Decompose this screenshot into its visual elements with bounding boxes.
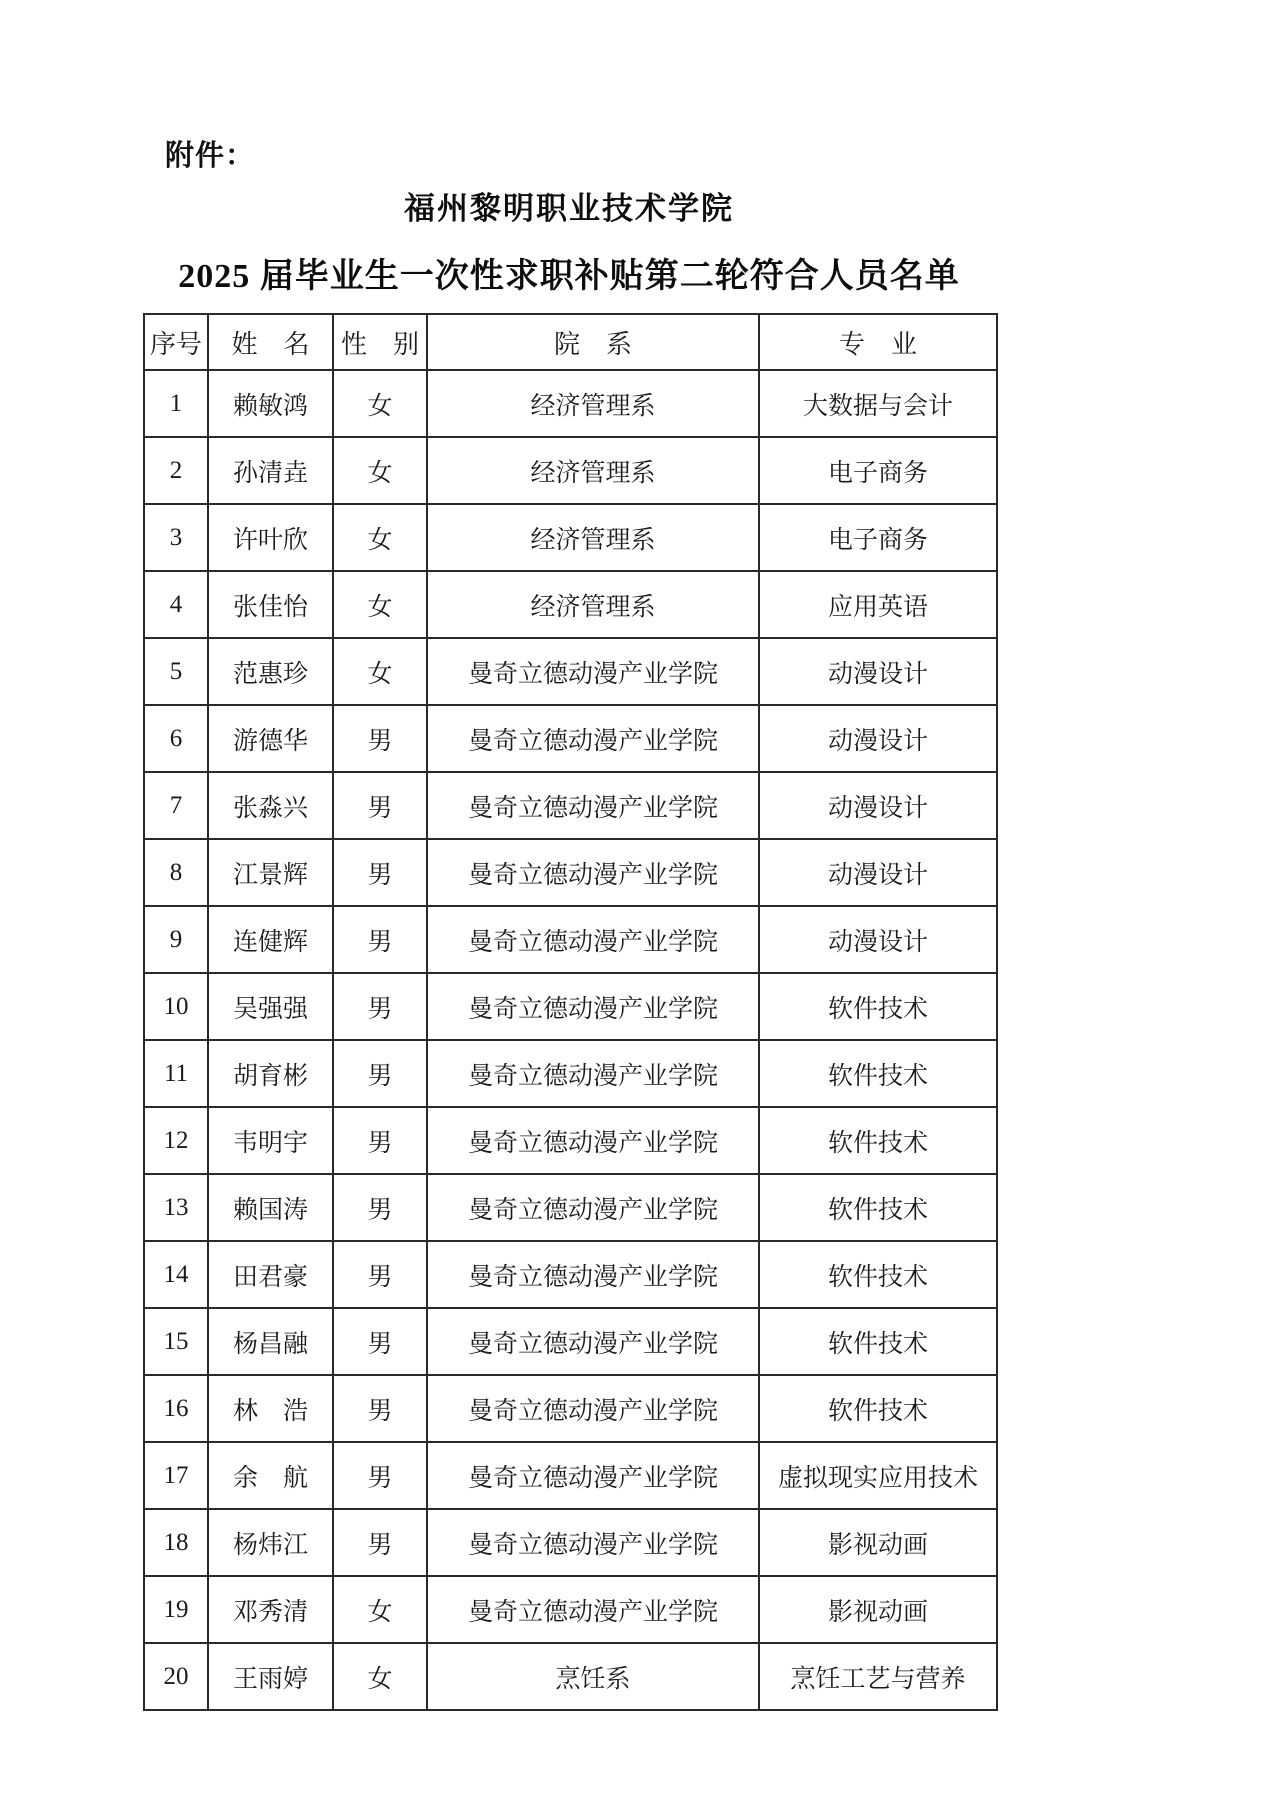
cell-no: 15 <box>144 1308 208 1375</box>
table-row <box>144 437 997 504</box>
cell-department: 烹饪系 <box>427 1643 759 1710</box>
cell-gender: 男 <box>333 772 427 839</box>
title-block <box>143 183 995 297</box>
cell-gender: 女 <box>333 1576 427 1643</box>
cell-department: 曼奇立德动漫产业学院 <box>427 1442 759 1509</box>
cell-gender: 女 <box>333 571 427 638</box>
cell-name: 张淼兴 <box>208 772 333 839</box>
cell-major: 动漫设计 <box>759 839 997 906</box>
table-row <box>144 1442 997 1509</box>
cell-department: 经济管理系 <box>427 571 759 638</box>
cell-major: 动漫设计 <box>759 772 997 839</box>
table-row <box>144 1509 997 1576</box>
roster-table-body <box>144 370 997 1710</box>
cell-major: 电子商务 <box>759 504 997 571</box>
cell-name: 杨昌融 <box>208 1308 333 1375</box>
cell-no: 16 <box>144 1375 208 1442</box>
cell-department: 经济管理系 <box>427 370 759 437</box>
cell-name: 游德华 <box>208 705 333 772</box>
table-row <box>144 705 997 772</box>
cell-no: 8 <box>144 839 208 906</box>
table-row <box>144 504 997 571</box>
cell-department: 曼奇立德动漫产业学院 <box>427 638 759 705</box>
cell-department: 曼奇立德动漫产业学院 <box>427 973 759 1040</box>
cell-major: 烹饪工艺与营养 <box>759 1643 997 1710</box>
cell-name: 胡育彬 <box>208 1040 333 1107</box>
table-row <box>144 906 997 973</box>
cell-gender: 女 <box>333 1643 427 1710</box>
cell-gender: 女 <box>333 504 427 571</box>
table-row <box>144 1174 997 1241</box>
cell-no: 4 <box>144 571 208 638</box>
cell-no: 6 <box>144 705 208 772</box>
cell-no: 2 <box>144 437 208 504</box>
roster-table-header <box>144 314 997 370</box>
cell-major: 应用英语 <box>759 571 997 638</box>
cell-gender: 男 <box>333 1040 427 1107</box>
cell-major: 软件技术 <box>759 1174 997 1241</box>
cell-name: 赖国涛 <box>208 1174 333 1241</box>
cell-no: 1 <box>144 370 208 437</box>
cell-department: 曼奇立德动漫产业学院 <box>427 1040 759 1107</box>
cell-gender: 男 <box>333 1107 427 1174</box>
cell-gender: 女 <box>333 437 427 504</box>
table-row <box>144 1040 997 1107</box>
cell-department: 曼奇立德动漫产业学院 <box>427 705 759 772</box>
cell-no: 17 <box>144 1442 208 1509</box>
cell-name: 杨炜江 <box>208 1509 333 1576</box>
cell-name: 韦明宇 <box>208 1107 333 1174</box>
cell-major: 动漫设计 <box>759 906 997 973</box>
table-row <box>144 772 997 839</box>
cell-name: 吴强强 <box>208 973 333 1040</box>
cell-department: 曼奇立德动漫产业学院 <box>427 1375 759 1442</box>
cell-major: 虚拟现实应用技术 <box>759 1442 997 1509</box>
table-row <box>144 370 997 437</box>
header-no: 序号 <box>144 314 208 370</box>
cell-gender: 男 <box>333 1308 427 1375</box>
cell-name: 邓秀清 <box>208 1576 333 1643</box>
cell-no: 9 <box>144 906 208 973</box>
cell-gender: 男 <box>333 1241 427 1308</box>
table-row <box>144 1308 997 1375</box>
cell-department: 曼奇立德动漫产业学院 <box>427 1576 759 1643</box>
cell-gender: 男 <box>333 1509 427 1576</box>
table-row <box>144 571 997 638</box>
cell-major: 动漫设计 <box>759 705 997 772</box>
cell-department: 曼奇立德动漫产业学院 <box>427 1241 759 1308</box>
cell-department: 曼奇立德动漫产业学院 <box>427 1308 759 1375</box>
cell-gender: 男 <box>333 705 427 772</box>
table-row <box>144 638 997 705</box>
cell-no: 3 <box>144 504 208 571</box>
cell-name: 张佳怡 <box>208 571 333 638</box>
cell-department: 曼奇立德动漫产业学院 <box>427 1509 759 1576</box>
table-row <box>144 839 997 906</box>
cell-no: 20 <box>144 1643 208 1710</box>
cell-major: 电子商务 <box>759 437 997 504</box>
cell-department: 曼奇立德动漫产业学院 <box>427 1107 759 1174</box>
cell-name: 江景辉 <box>208 839 333 906</box>
cell-no: 11 <box>144 1040 208 1107</box>
cell-gender: 男 <box>333 1442 427 1509</box>
cell-gender: 男 <box>333 906 427 973</box>
cell-name: 连健辉 <box>208 906 333 973</box>
cell-department: 经济管理系 <box>427 437 759 504</box>
cell-major: 软件技术 <box>759 1241 997 1308</box>
roster-table <box>143 313 998 1711</box>
cell-department: 曼奇立德动漫产业学院 <box>427 772 759 839</box>
cell-no: 18 <box>144 1509 208 1576</box>
cell-major: 影视动画 <box>759 1576 997 1643</box>
cell-gender: 女 <box>333 370 427 437</box>
cell-name: 许叶欣 <box>208 504 333 571</box>
cell-no: 12 <box>144 1107 208 1174</box>
table-row <box>144 1576 997 1643</box>
cell-name: 范惠珍 <box>208 638 333 705</box>
cell-major: 动漫设计 <box>759 638 997 705</box>
cell-major: 软件技术 <box>759 1375 997 1442</box>
cell-no: 14 <box>144 1241 208 1308</box>
cell-gender: 男 <box>333 1375 427 1442</box>
cell-name: 孙清垚 <box>208 437 333 504</box>
cell-gender: 男 <box>333 1174 427 1241</box>
cell-major: 软件技术 <box>759 1040 997 1107</box>
cell-gender: 女 <box>333 638 427 705</box>
cell-major: 影视动画 <box>759 1509 997 1576</box>
cell-name: 林 浩 <box>208 1375 333 1442</box>
header-gender: 性 别 <box>333 314 427 370</box>
table-row <box>144 1643 997 1710</box>
doc-title-school: 福州黎明职业技术学院 <box>404 191 734 226</box>
table-row <box>144 973 997 1040</box>
cell-name: 余 航 <box>208 1442 333 1509</box>
header-name: 姓 名 <box>208 314 333 370</box>
cell-major: 软件技术 <box>759 1308 997 1375</box>
header-row <box>144 314 997 370</box>
cell-major: 大数据与会计 <box>759 370 997 437</box>
cell-no: 7 <box>144 772 208 839</box>
cell-department: 曼奇立德动漫产业学院 <box>427 1174 759 1241</box>
header-department: 院 系 <box>427 314 759 370</box>
cell-no: 19 <box>144 1576 208 1643</box>
table-row <box>144 1375 997 1442</box>
table-row <box>144 1107 997 1174</box>
cell-name: 田君豪 <box>208 1241 333 1308</box>
cell-department: 经济管理系 <box>427 504 759 571</box>
cell-name: 赖敏鸿 <box>208 370 333 437</box>
cell-no: 5 <box>144 638 208 705</box>
header-major: 专 业 <box>759 314 997 370</box>
cell-gender: 男 <box>333 839 427 906</box>
attachment-label: 附件： <box>165 140 256 172</box>
cell-department: 曼奇立德动漫产业学院 <box>427 839 759 906</box>
cell-no: 13 <box>144 1174 208 1241</box>
cell-gender: 男 <box>333 973 427 1040</box>
doc-title-subject: 2025 届毕业生一次性求职补贴第二轮符合人员名单 <box>178 258 960 295</box>
cell-no: 10 <box>144 973 208 1040</box>
cell-name: 王雨婷 <box>208 1643 333 1710</box>
table-row <box>144 1241 997 1308</box>
cell-major: 软件技术 <box>759 973 997 1040</box>
cell-major: 软件技术 <box>759 1107 997 1174</box>
cell-department: 曼奇立德动漫产业学院 <box>427 906 759 973</box>
